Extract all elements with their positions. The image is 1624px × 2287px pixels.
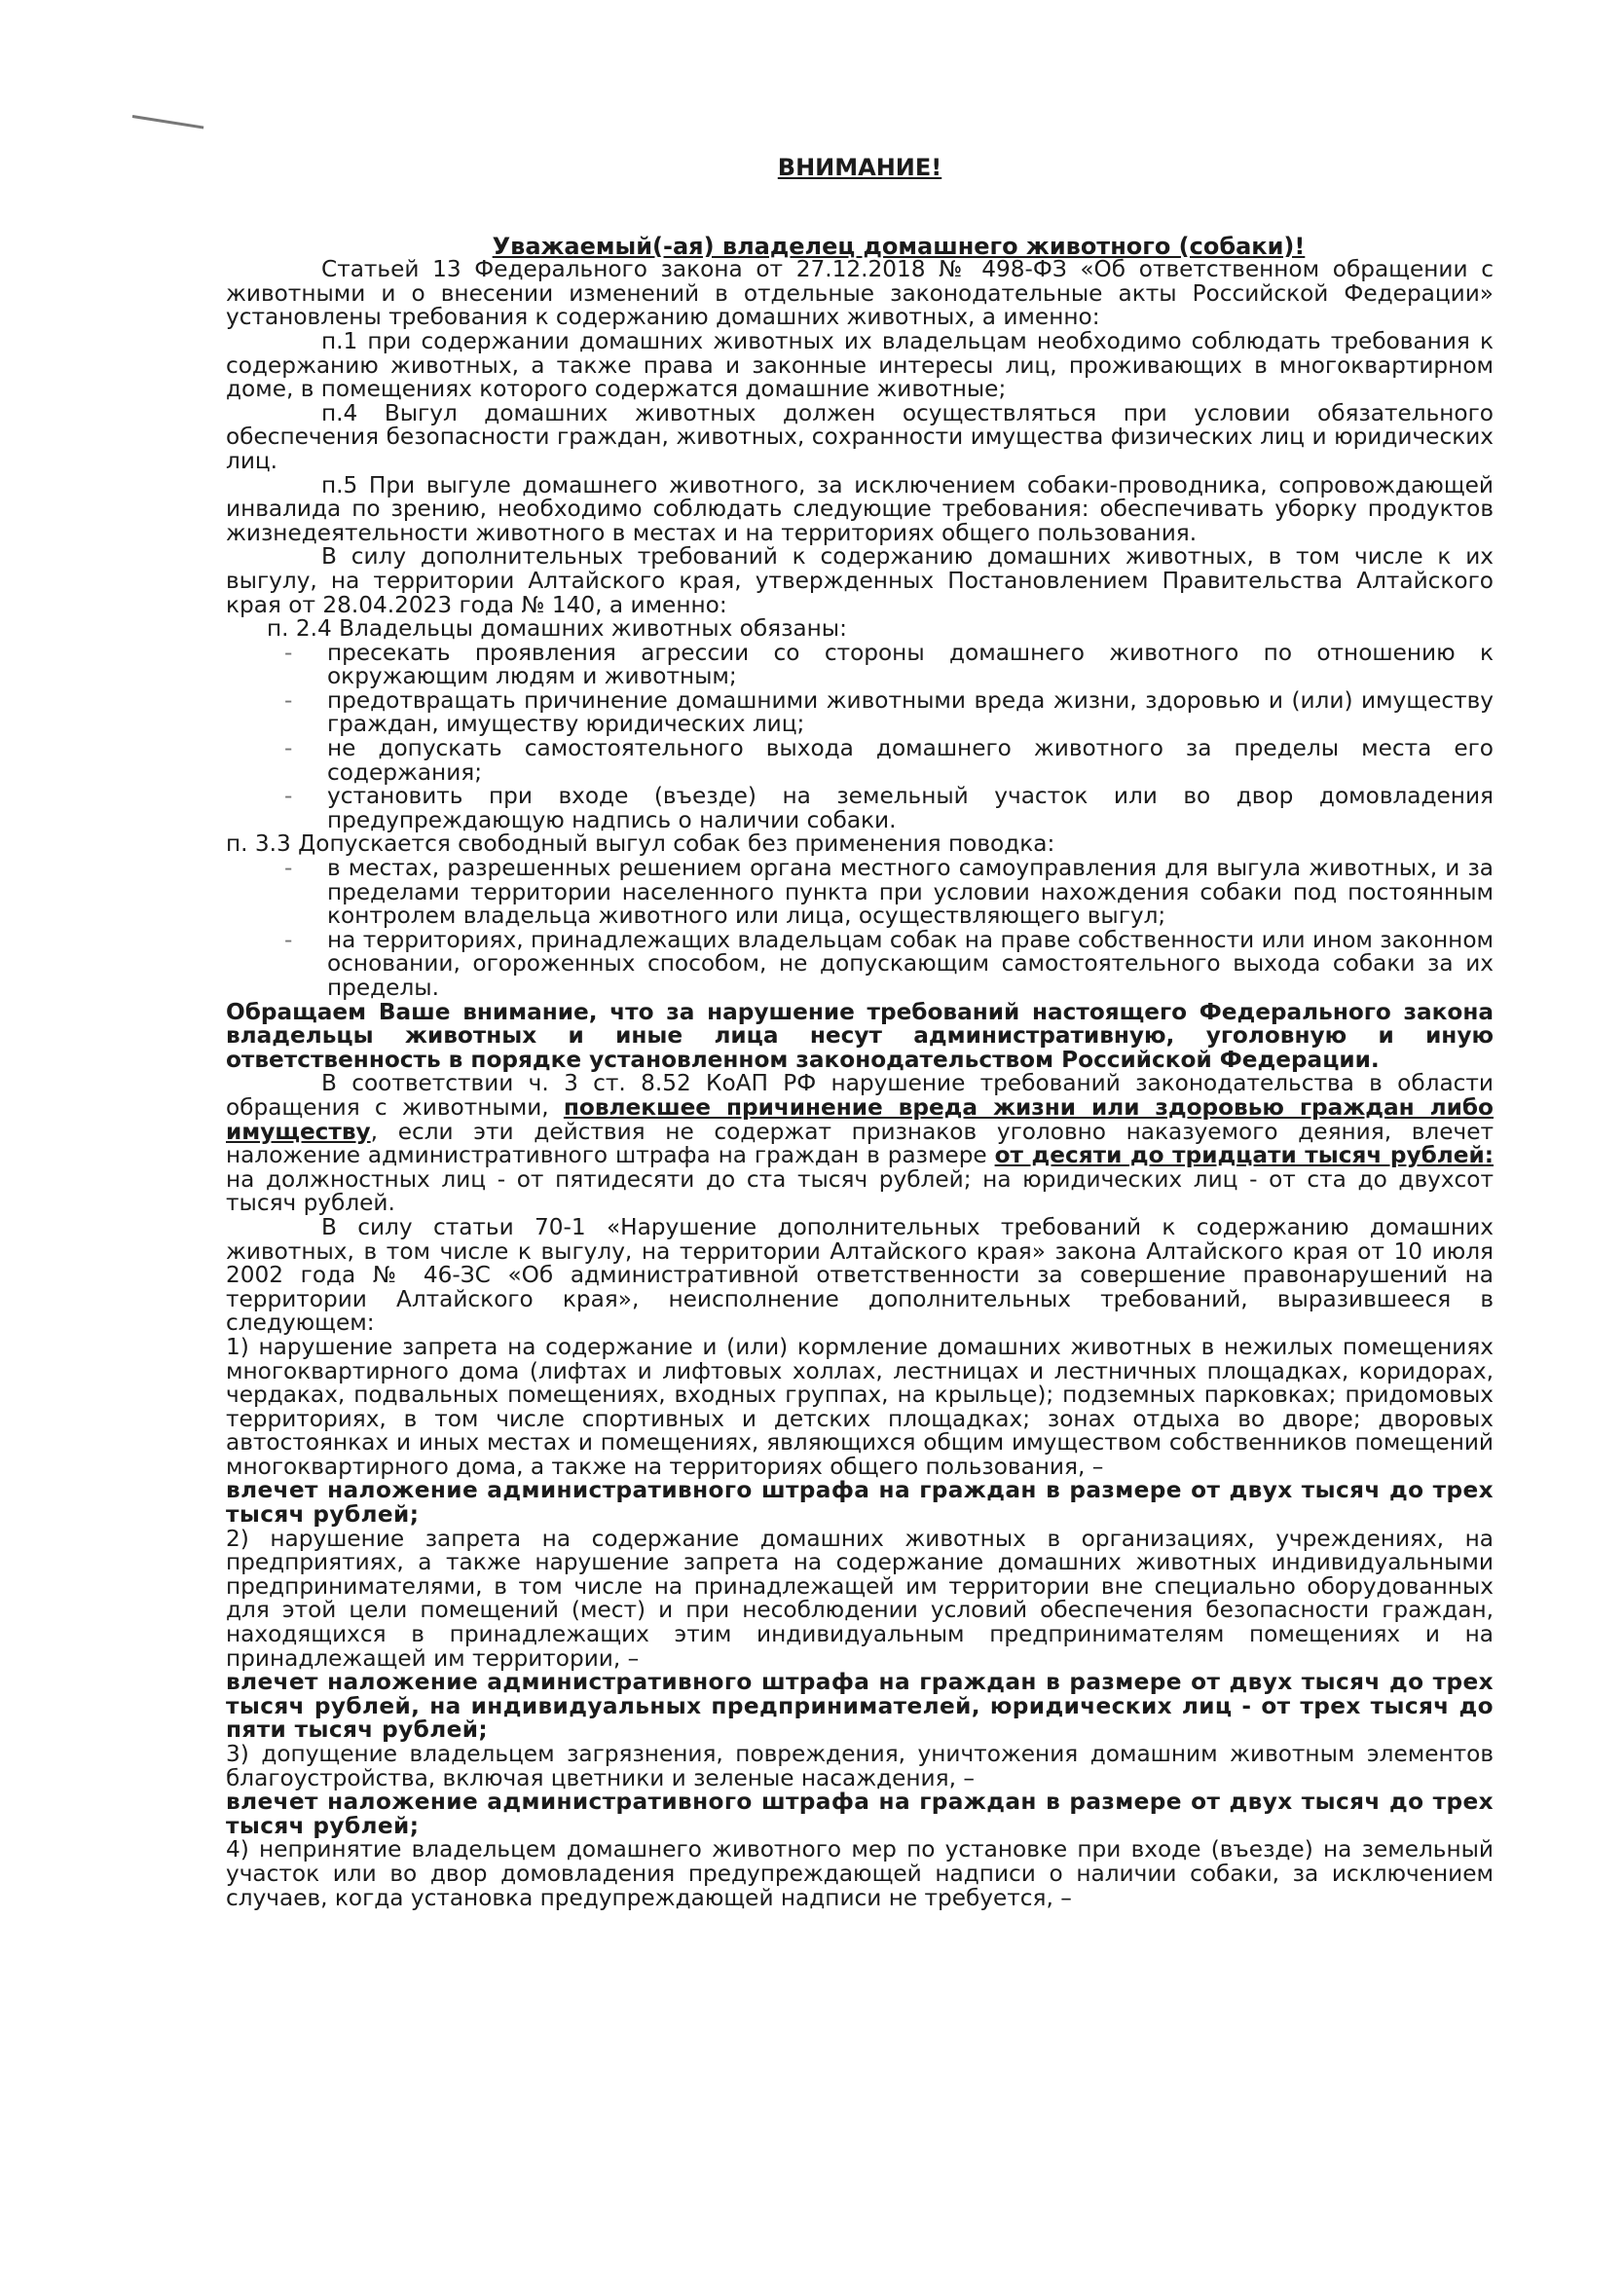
intro-paragraph: Статьей 13 Федерального закона от 27.12.2018 № 498-ФЗ «Об ответственном обращении с животными и о внесении изменений в отдельные законодательные акты Российской Федерации» установлены требования к содержанию домашних животных, а именно: (226, 256, 1494, 331)
clause-p4: п.4 Выгул домашних животных должен осуществляться при условии обязательного обеспечения безопасности граждан, животных, сохранности имущества физических лиц и юридических лиц. (226, 399, 1494, 474)
clause-2-4-list (226, 639, 1494, 833)
penalty-1: влечет наложение административного штрафа на граждан в размере от двух тысяч до трех тысяч рублей; (226, 1477, 1494, 1529)
koap-text-3: на должностных лиц - от пятидесяти до ста тысяч рублей; на юридических лиц - от ста до двухсот тысяч рублей. (226, 1165, 1494, 1217)
penalty-2: влечет наложение административного штрафа на граждан в размере от двух тысяч до трех тысяч рублей, на индивидуальных предпринимателей, юридических лиц - от трех тысяч до пяти тысяч рублей; (226, 1669, 1494, 1744)
koap-text-1: В соответствии ч. 3 ст. 8.52 КоАП РФ нарушение требований законодательства в области обращения с животными, (226, 1070, 1494, 1121)
law-70-1-paragraph: В силу статьи 70-1 «Нарушение дополнительных требований к содержанию домашних животных, в том числе к выгулу, на территории Алтайского края» закона Алтайского края от 10 июля 2002 года № 46-ЗС «Об административной ответственности за совершение правонарушений на территории Алтайского края», неисполнение дополнительных требований, выразившееся в следующем: (226, 1213, 1494, 1337)
list-item: - в местах, разрешенных решением органа местного самоуправления для выгула животных, и за пределами территории населенного пункта при условии нахождения собаки под постоянным контролем владельца животного или лица, осуществляющего выгул; (226, 857, 1494, 929)
violation-1: 1) нарушение запрета на содержание и (или) кормление домашних животных в нежилых помещениях многоквартирного дома (лифтах и лифтовых холлах, лестницах и лестничных площадках, коридорах, чердаках, подвальных помещениях, входных группах, на крыльце); подземных парковках; придомовых территориях, в том числе спортивных и детских площадках; зонах отдыха во дворе; дворовых автостоянках и иных местах и помещениях, являющихся общим имуществом собственников помещений многоквартирного дома, а также на территориях общего пользования, – (226, 1333, 1494, 1480)
violation-4: 4) непринятие владельцем домашнего животного мер по установке при входе (въезде) на земельный участок или во двор домовладения предупреждающей надписи о наличии собаки, за исключением случаев, когда установка предупреждающей надписи не требуется, – (226, 1836, 1494, 1911)
clause-3-3-heading: п. 3.3 Допускается свободный выгул собак без применения поводка: (226, 830, 1055, 858)
koap-paragraph (226, 1072, 1494, 1216)
attention-paragraph: Обращаем Ваше внимание, что за нарушение требований настоящего Федерального закона владельцы животных и иные лица несут административную, уголовную и иную ответственность в порядке установленном законодательством Российской Федерации. (226, 998, 1494, 1073)
violation-3: 3) допущение владельцем загрязнения, повреждения, уничтожения домашним животным элементов благоустройства, включая цветники и зеленые насаждения, – (226, 1741, 1494, 1791)
list-item: - не допускать самостоятельного выхода домашнего животного за пределы места его содержания; (226, 737, 1494, 785)
document-title: ВНИМАНИЕ! (777, 154, 942, 181)
list-item: - предотвращать причинение домашними животными вреда жизни, здоровью и (или) имуществу граждан, имуществу юридических лиц; (226, 689, 1494, 737)
list-item: - на территориях, принадлежащих владельцам собак на праве собственности или ином законном основании, огороженных способом, не допускающим самостоятельного выхода собаки за их пределы. (226, 929, 1494, 1001)
clause-p5: п.5 При выгуле домашнего животного, за исключением собаки-проводника, сопровождающей инвалида по зрению, необходимо соблюдать следующие требования: обеспечивать уборку продуктов жизнедеятельности животного в местах и на территориях общего пользования. (226, 471, 1494, 546)
clause-3-3-list (226, 857, 1494, 1001)
additional-requirements: В силу дополнительных требований к содержанию домашних животных, в том числе к их выгулу, на территории Алтайского края, утвержденных Постановлением Правительства Алтайского края от 28.04.2023 года № 140, а именно: (226, 543, 1494, 618)
violation-2: 2) нарушение запрета на содержание домашних животных в организациях, учреждениях, на предприятиях, а также нарушение запрета на содержание домашних животных индивидуальными предпринимателями, в том числе на принадлежащей им территории вне специально оборудованных для этой цели помещений (мест) и при несоблюдении условий обеспечения безопасности граждан, находящихся в принадлежащих этим индивидуальным предпринимателям помещениях и на принадлежащей им территории, – (226, 1525, 1494, 1672)
koap-text-2: , если эти действия не содержат признаков уголовно наказуемого деяния, влечет наложение административного штрафа на граждан в размере (226, 1118, 1494, 1169)
koap-fine: от десяти до тридцати тысяч рублей: (994, 1142, 1494, 1169)
koap-harm: повлекшее причинение вреда жизни или здоровью граждан либо имуществу (226, 1093, 1494, 1145)
list-item: - установить при входе (въезде) на земельный участок или во двор домовладения предупреждающую надпись о наличии собаки. (226, 785, 1494, 832)
document-body (226, 156, 1494, 1910)
clause-2-4-heading: п. 2.4 Владельцы домашних животных обязаны: (267, 615, 847, 643)
list-item: - пресекать проявления агрессии со стороны домашнего животного по отношению к окружающим людям и животным; (226, 642, 1494, 689)
scan-mark (132, 115, 204, 129)
clause-p1: п.1 при содержании домашних животных их владельцам необходимо соблюдать требования к содержанию животных, а также права и законные интересы лиц, проживающих в многоквартирном доме, в помещениях которого содержатся домашние животные; (226, 327, 1494, 403)
greeting: Уважаемый(-ая) владелец домашнего животного (собаки)! (492, 232, 1306, 260)
penalty-3: влечет наложение административного штрафа на граждан в размере от двух тысяч до трех тысяч рублей; (226, 1789, 1494, 1839)
